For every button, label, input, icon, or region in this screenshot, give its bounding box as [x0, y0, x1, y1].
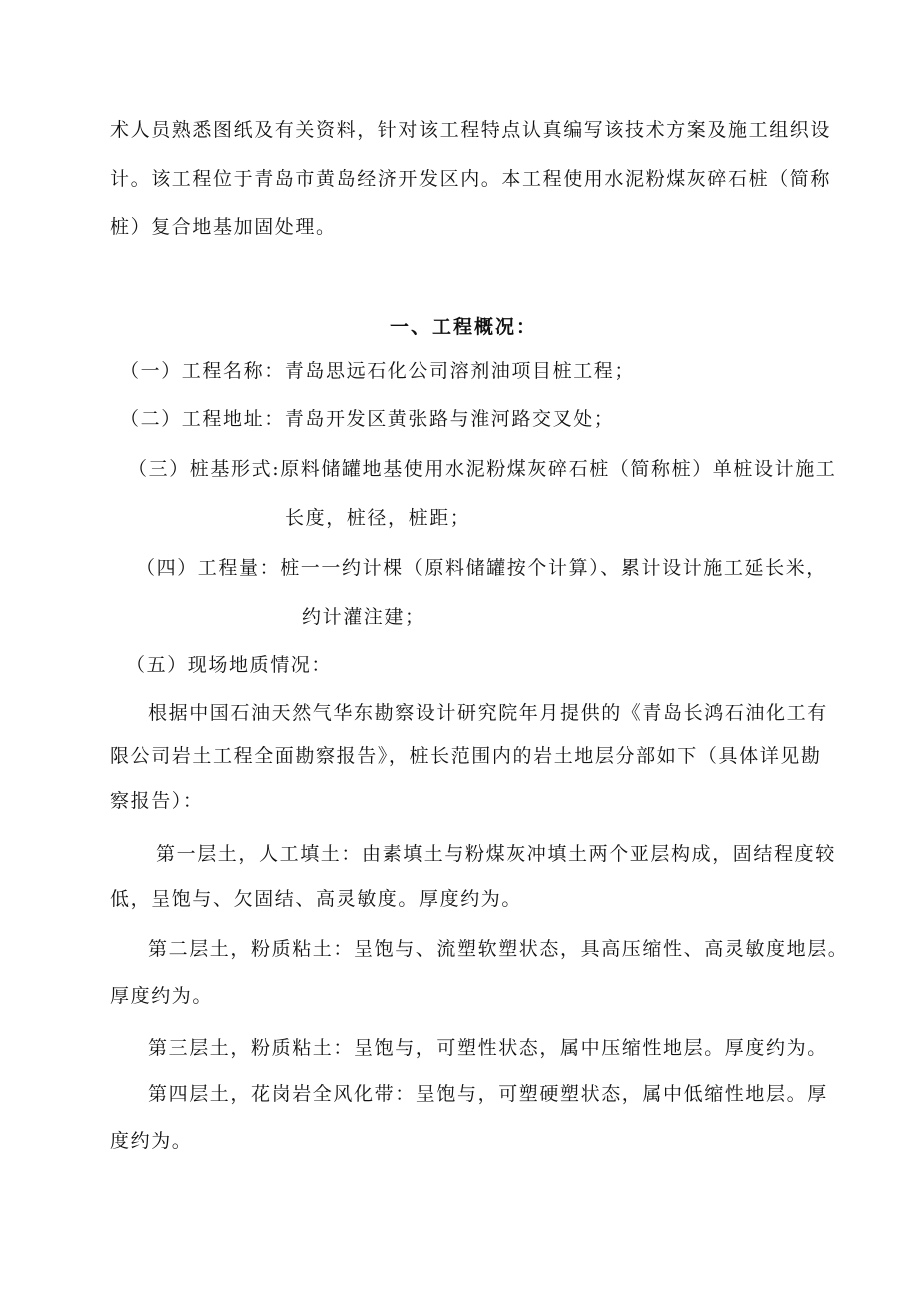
- item-geology-heading: （五）现场地质情况：: [126, 654, 333, 676]
- item-project-address: （二）工程地址：青岛开发区黄张路与淮河路交叉处；: [120, 408, 615, 430]
- layer-4-line-2: 度约为。: [110, 1130, 193, 1152]
- layer-1-line-2: 低，呈饱与、欠固结、高灵敏度。厚度约为。: [110, 888, 523, 910]
- layer-3-line-1: 第三层土，粉质粘土：呈饱与，可塑性状态，属中压缩性地层。厚度约为。: [148, 1037, 828, 1059]
- item-pile-type-line-1: （三）桩基形式:原料储罐地基使用水泥粉煤灰碎石桩（简称桩）单桩设计施工: [128, 458, 837, 480]
- layer-2-line-1: 第二层土，粉质粘土：呈饱与、流塑软塑状态，具高压缩性、高灵敏度地层。: [148, 938, 849, 960]
- layer-1-line-1: 第一层土，人工填土：由素填土与粉煤灰冲填土两个亚层构成，固结程度较: [156, 843, 836, 865]
- item-quantity-line-2: 约计灌注建；: [302, 606, 426, 628]
- geology-para-line-1: 根据中国石油天然气华东勘察设计研究院年月提供的《青岛长鸿石油化工有: [148, 702, 828, 724]
- section-title: 一、工程概况：: [390, 316, 538, 338]
- item-project-name: （一）工程名称：青岛思远石化公司溶剂油项目桩工程；: [120, 360, 636, 382]
- intro-line-1: 术人员熟悉图纸及有关资料，针对该工程特点认真编写该技术方案及施工组织设: [110, 119, 832, 141]
- layer-4-line-1: 第四层土，花岗岩全风化带：呈饱与，可塑硬塑状态，属中低缩性地层。厚: [148, 1083, 828, 1105]
- intro-line-3: 桩）复合地基加固处理。: [110, 216, 337, 238]
- geology-para-line-3: 察报告）：: [110, 790, 204, 812]
- item-quantity-line-1: （四）工程量：桩一一约计棵（原料储罐按个计算）、累计设计施工延长米，: [136, 557, 827, 579]
- layer-2-line-2: 厚度约为。: [110, 985, 214, 1007]
- intro-line-2: 计。该工程位于青岛市黄岛经济开发区内。本工程使用水泥粉煤灰碎石桩（简称: [110, 168, 832, 190]
- geology-para-line-2: 限公司岩土工程全面勘察报告》，桩长范围内的岩土地层分部如下（具体详见勘: [110, 745, 822, 767]
- item-pile-type-line-2: 长度，桩径，桩距；: [285, 507, 471, 529]
